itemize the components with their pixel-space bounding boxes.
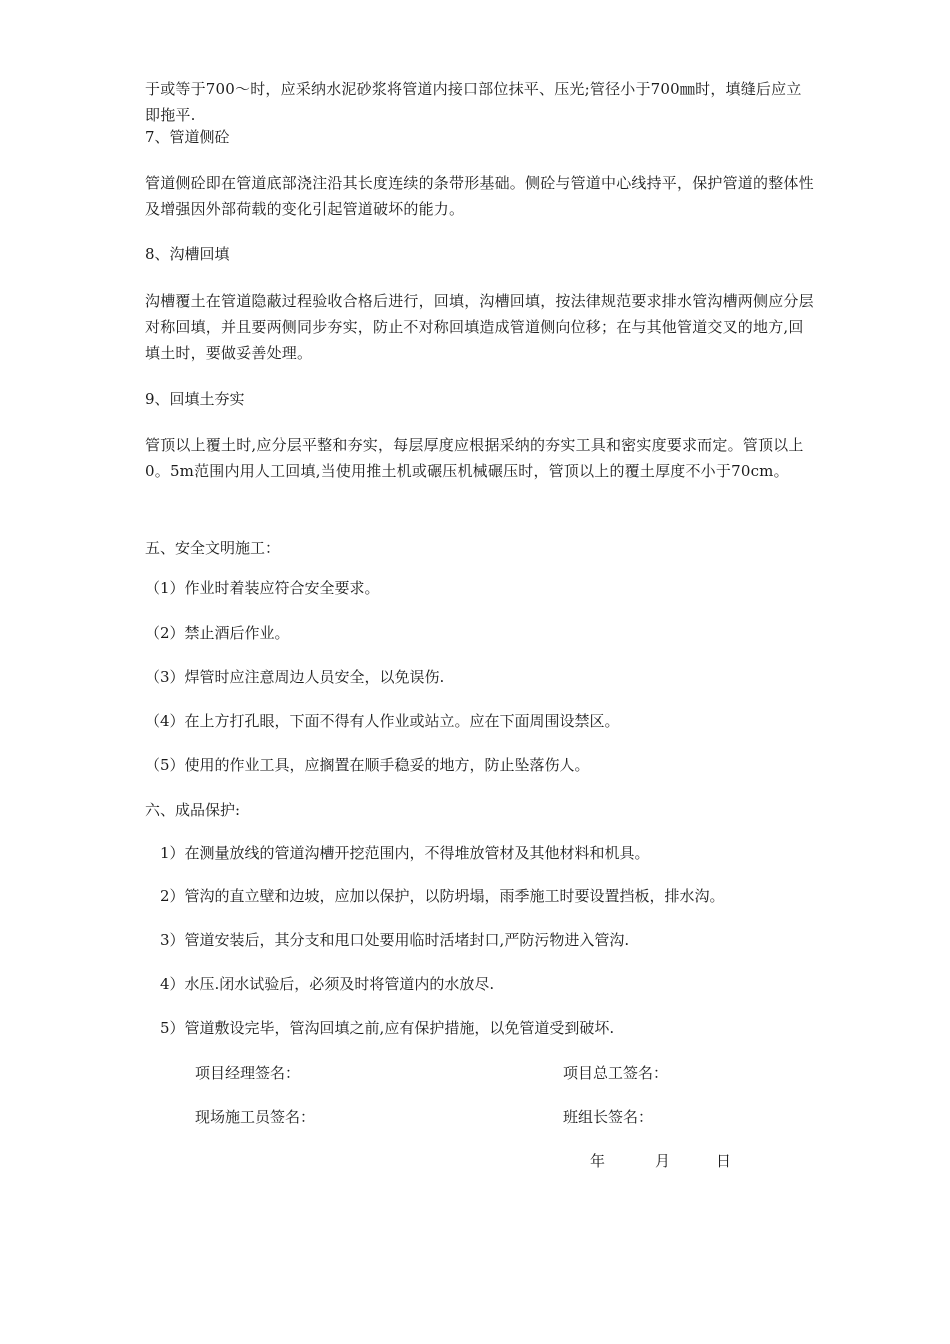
- protect-item-2: 2）管沟的直立壁和边坡，应加以保护，以防坍塌，雨季施工时要设置挡板，排水沟。: [160, 887, 725, 905]
- protect-item-3: 3）管道安装后，其分支和甩口处要用临时活堵封口,严防污物进入管沟.: [160, 931, 630, 949]
- chief-engineer-signature-label: 项目总工签名：: [563, 1064, 669, 1082]
- site-worker-signature-label: 现场施工员签名：: [195, 1108, 316, 1126]
- heading-5-safety: 五、安全文明施工：: [145, 539, 281, 557]
- paragraph-9: 管顶以上覆土时,应分层平整和夯实，每层厚度应根据采纳的夯实工具和密实度要求而定。管顶以上0。5m范围内用人工回填,当使用推土机或碾压机械碾压时，管顶以上的覆土厚度不小于70cm。: [145, 436, 804, 480]
- paragraph-7: 管道侧砼即在管道底部浇注沿其长度连续的条带形基础。侧砼与管道中心线持平，保护管道的整体性及增强因外部荷载的变化引起管道破坏的能力。: [145, 174, 814, 218]
- date-year-label: 年: [590, 1152, 606, 1170]
- project-manager-signature-label: 项目经理签名：: [195, 1064, 301, 1082]
- safety-item-1: （1）作业时着装应符合安全要求。: [145, 579, 380, 597]
- heading-8-trench-backfill: 8、沟槽回填: [145, 245, 230, 263]
- heading-7-pipe-side-concrete: 7、管道侧砼: [145, 128, 230, 146]
- safety-item-2: （2）禁止酒后作业。: [145, 624, 290, 642]
- protect-item-4: 4）水压.闭水试验后，必须及时将管道内的水放尽.: [160, 975, 495, 993]
- protect-item-1: 1）在测量放线的管道沟槽开挖范围内，不得堆放管材及其他材料和机具。: [160, 844, 650, 862]
- team-leader-signature-label: 班组长签名：: [563, 1108, 654, 1126]
- heading-9-backfill-compaction: 9、回填土夯实: [145, 390, 245, 408]
- safety-item-4: （4）在上方打孔眼，下面不得有人作业或站立。应在下面周围设禁区。: [145, 712, 620, 730]
- paragraph-continued: 于或等于700～时，应采纳水泥砂浆将管道内接口部位抹平、压光;管径小于700㎜时，填缝后应立即拖平.: [145, 80, 802, 124]
- protect-item-5: 5）管道敷设完毕，管沟回填之前,应有保护措施，以免管道受到破坏.: [160, 1019, 615, 1037]
- paragraph-8: 沟槽覆土在管道隐蔽过程验收合格后进行，回填，沟槽回填，按法律规范要求排水管沟槽两侧应分层对称回填，并且要两侧同步夯实，防止不对称回填造成管道侧向位移；在与其他管道交叉的地方,回填土时，要做妥善处理。: [145, 292, 814, 362]
- safety-item-3: （3）焊管时应注意周边人员安全，以免误伤.: [145, 668, 445, 686]
- heading-6-product-protection: 六、成品保护:: [145, 801, 241, 819]
- date-day-label: 日: [716, 1152, 732, 1170]
- safety-item-5: （5）使用的作业工具，应搁置在顺手稳妥的地方，防止坠落伤人。: [145, 756, 590, 774]
- date-month-label: 月: [655, 1152, 671, 1170]
